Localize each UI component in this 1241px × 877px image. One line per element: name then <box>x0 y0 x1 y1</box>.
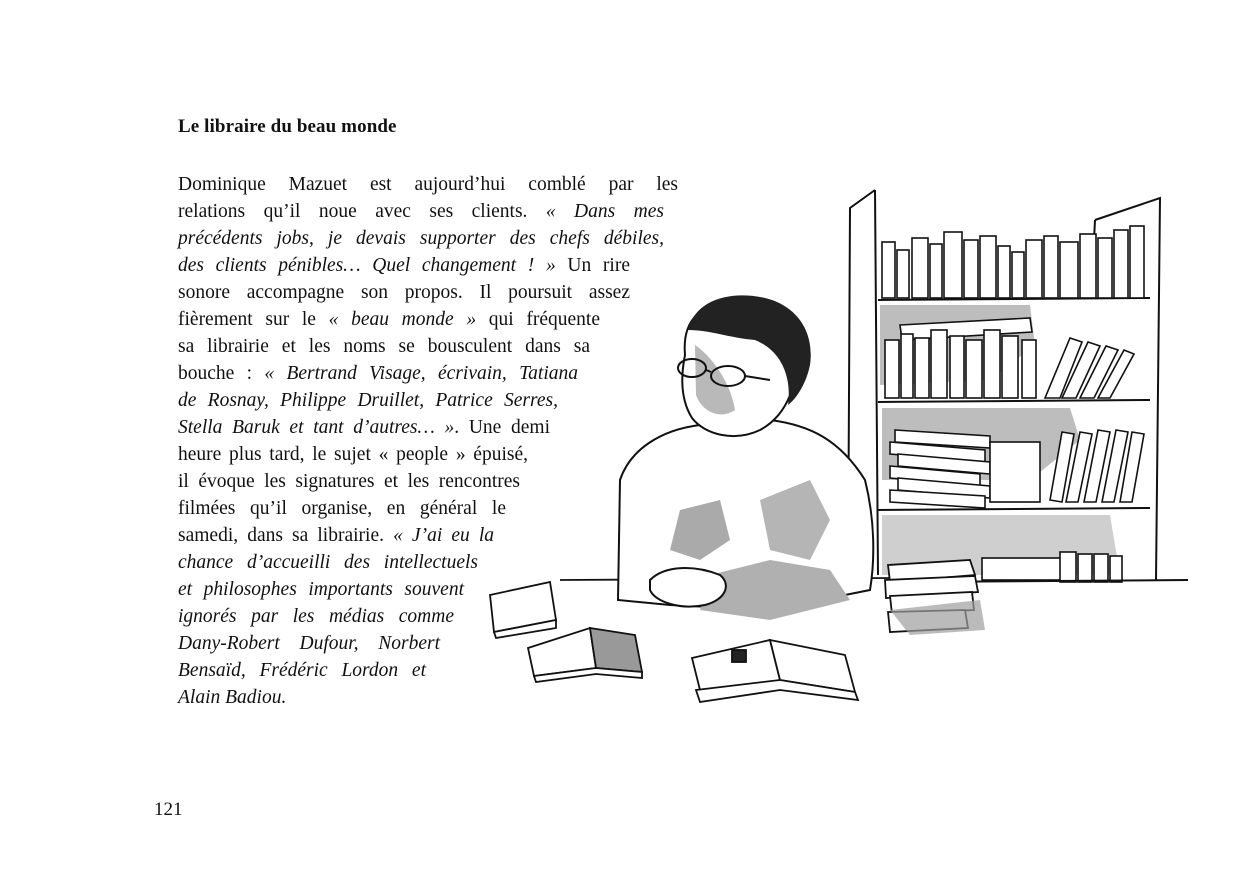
body-text-italic: « beau monde » <box>328 309 477 330</box>
body-text: relations qu’il noue avec ses clients. <box>178 201 546 222</box>
body-text-italic: « Bertrand Visage, écrivain, Tatiana <box>264 363 578 384</box>
body-text-italic: ignorés par les médias comme <box>178 606 454 627</box>
body-text: Un rire <box>555 255 630 276</box>
article-heading: Le libraire du beau monde <box>178 116 397 137</box>
body-line <box>178 576 464 603</box>
page-number: 121 <box>154 799 183 820</box>
body-text: sa librairie et les noms se bousculent dans sa <box>178 336 590 357</box>
body-text-italic: chance d’accueilli des intellectuels <box>178 552 478 573</box>
body-text: bouche : <box>178 363 265 384</box>
body-line <box>178 657 426 684</box>
body-text: sonore accompagne son propos. Il poursuit assez <box>178 282 630 303</box>
body-line <box>178 468 520 495</box>
body-text-italic: précédents jobs, je devais supporter des chefs débiles, <box>178 228 664 249</box>
body-text: samedi, dans sa librairie. <box>178 525 394 546</box>
body-text-italic: Bensaïd, Frédéric Lordon et <box>178 660 426 681</box>
body-text-italic: et philosophes importants souvent <box>178 579 464 600</box>
body-text-italic: Stella Baruk et tant d’autres… » <box>178 417 455 438</box>
body-text-italic: Dany-Robert Dufour, Norbert <box>178 633 440 654</box>
body-line <box>178 522 494 549</box>
body-text: qui fréquente <box>476 309 600 330</box>
body-line <box>178 630 440 657</box>
body-text: fièrement sur le <box>178 309 329 330</box>
body-text: filmées qu’il organise, en général le <box>178 498 506 519</box>
body-text-italic: « Dans mes <box>545 201 664 222</box>
illustration-bookseller-at-desk <box>470 180 1195 715</box>
body-text-italic: Alain Badiou. <box>178 687 287 708</box>
body-line <box>178 495 506 522</box>
body-text: heure plus tard, le sujet « people » épuisé, <box>178 444 528 465</box>
body-text-italic: de Rosnay, Philippe Druillet, Patrice Serres, <box>178 390 558 411</box>
body-text: il évoque les signatures et les rencontres <box>178 471 520 492</box>
body-text: Dominique Mazuet est aujourd’hui comblé par les <box>178 174 678 195</box>
body-line <box>178 603 454 630</box>
body-text-italic: des clients pénibles… Quel changement ! » <box>178 255 556 276</box>
body-line <box>178 549 478 576</box>
body-text-italic: « J’ai eu la <box>393 525 494 546</box>
body-line <box>178 684 286 711</box>
body-text: . Une demi <box>454 417 550 438</box>
